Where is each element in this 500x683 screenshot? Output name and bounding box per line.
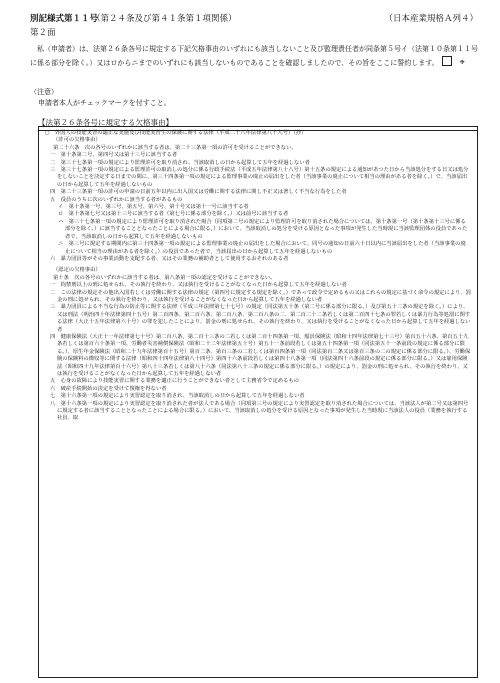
art26-subitem: ニ 第三号に規定する期間内に第三十四条第一項の規定による監理事業の廃止の届出をした場合において、同号の通知の日前六十日以内に当該届出をした者（当該事業の廃止について相当の理由がある者を除く。）の役員であった者で、当該届出の日から起算して五年を経過しないもの bbox=[58, 241, 466, 255]
art10-heading: （認定の欠格事由） bbox=[53, 267, 101, 274]
art26-subitem: ロ 第十条第七号又は第十三号に該当する者（第七号に係る部分を除く。）又は前号に該当する者 bbox=[58, 211, 289, 218]
art10-item: 五 心身の故障により技能実習に関する業務を適正に行うことができない者として主務省令で定めるもの bbox=[50, 378, 299, 385]
form-reference: （第２４条及び第４１条第１項関係） bbox=[92, 14, 237, 24]
checkbox[interactable] bbox=[442, 56, 452, 66]
art10-main: 第十条 次の各号のいずれかに該当する者は、第八条第一項の認定を受けることができない。 bbox=[53, 274, 276, 281]
declaration bbox=[30, 44, 478, 69]
page-number: 第２面 bbox=[30, 28, 56, 38]
art10-item: 三 暴力団員による不当な行為の防止等に関する法律（平成三年法律第七十七号）の規定（同法第五十条（第二号に係る部分に限る。）及び第五十二条の規定を除く。）により、又は刑法（明治四十年法律第四十五号）第二百四条、第二百六条、第二百八条、第二百八条の二、第二百二十二条若しくは第二百四十七条の罪若しくは暴力行為等処罰に関する法律（大正十五年法律第六十号）の罪を犯したことにより、罰金の刑に処せられ、その執行を終わり、又は執行を受けることがなくなった日から起算して五年を経過しない者 bbox=[50, 304, 471, 333]
art26-main: 第二十六条 次の各号のいずれかに該当する者は、第二十三条第一項の許可を受けることができない。 bbox=[53, 144, 297, 151]
art10-item: 七 第十六条第一項の規定により実習認定を取り消され、当該取消しの日から起算して五年を経過しない者 bbox=[50, 393, 305, 400]
art10-item: 四 健康保険法（大正十一年法律第七十号）第二百八条、第二百十三条の二若しくは第二百十四条第一項、船員保険法（昭和十四年法律第七十三号）第百五十六条、第百五十九条若しくは第百六十条第一項、労働者災害補償保険法（昭和二十二年法律第五十号）第五十一条前段若しくは第五十四条第一項（同法第五十一条前段の規定に係る部分に限る。）、厚生年金保険法（昭和二十九年法律第百十五号）第百二条、第百三条の二若しくは第百四条第一項（同法第百二条又は第百三条の二の規定に係る部分に限る。）、労働保険の保険料の徴収等に関する法律（昭和四十四年法律第八十四号）第四十六条前段若しくは第四十八条第一項（同法第四十六条前段の規定に係る部分に限る。）又は雇用保険法（昭和四十九年法律第百十六号）第八十三条若しくは第八十六条（同法第八十三条の規定に係る部分に限る。）の規定により、罰金の刑に処せられ、その執行を終わり、又は執行を受けることがなくなった日から起算して五年を経過しない者 bbox=[50, 333, 471, 377]
disqualification-box bbox=[38, 126, 478, 678]
art26-item: 四 第二十三条第一項の許可の申請の日前五年以内に出入国又は労働に関する法律に関し不正又は著しく不当な行為をした者 bbox=[50, 189, 347, 196]
art10-item: 八 第十六条第一項の規定により実習認定を取り消された者が法人である場合（同項第三号の規定により実習認定を取り消された場合については、当該法人が第二号又は第四号に規定する者に該当することとなったことによる場合に限る。）において、当該取消しの処分を受ける原因となった事項が発生した当時現に当該法人の役員（業務を執行する社員、取 bbox=[50, 400, 469, 422]
art26-item: 五 役員のうちに次のいずれかに該当する者があるもの bbox=[50, 196, 183, 203]
move-cursor-icon: ⌖ bbox=[459, 57, 465, 68]
note-body: 申請者本人がチェックマークを付すこと。 bbox=[38, 99, 171, 107]
paper-standard: （日本産業規格Ａ列４） bbox=[384, 14, 478, 24]
form-number: 別記様式第１１号 bbox=[30, 14, 99, 24]
art10-item: 六 破産手続開始の決定を受けて復権を得ない者 bbox=[50, 385, 167, 392]
art26-item: 三 第三十七条第一項の規定による監理許可の取消しの処分に係る行政手続法（平成五年法律第八十八号）第十五条の規定による通知があつた日から当該処分をする日又は処分をしないことを決定する日までの間に、第三十四条第一項の規定による監理事業の廃止の届出をした者（当該事業の廃止について相当の理由がある者を除く。）で、当該届出の日から起算して五年を経過しないもの bbox=[50, 167, 469, 188]
art26-item: 六 暴力団員等がその事業活動を支配する者、又はその業務の補助者として使用するおそれのある者 bbox=[50, 255, 289, 262]
art26-item: 二 第三十七条第一項の規定により監理許可を取り消され、当該取消しの日から起算して五年を経過しない者 bbox=[50, 159, 310, 166]
art10-item: 二 この法律の規定その他出入国若しくは労働に関する法律の規定（第四号に規定する規定を除く。）であって政令で定めるもの又はこれらの規定に基づく命令の規定により、罰金の刑に処せられ、その執行を終わり、又は執行を受けることがなくなった日から起算して五年を経過しない者 bbox=[50, 289, 471, 303]
art26-subitem: ハ 第三十七条第一項の規定により監理許可を取り消された場合（同項第二号の規定により監理許可を取り消された場合については、第十条第一号（第十条第十三号に係る部分を除く。）に該当することとなったことによる場合に限る。）において、当該取消しの処分を受ける原因となった事項が発生した当時現に当該監理団体の役員であった者で、当該取消しの日から起算して五年を経過しないもの bbox=[58, 218, 468, 240]
note bbox=[30, 87, 171, 109]
note-title: （注意） bbox=[30, 88, 58, 96]
law-title: ○ 外国人の技能実習の適正な実施及び技能実習生の保護に関する法律（平成二十八年法律第八十九号）（抄） bbox=[45, 130, 307, 136]
art26-item: 一 第十条第二号、第四号又は第十三号に該当する者 bbox=[50, 152, 178, 159]
art10-item: 一 拘禁刑以上の刑に処せられ、その執行を終わり、又は執行を受けることがなくなった日から起算して五年を経過しない者 bbox=[50, 282, 347, 289]
art26-heading: （許可の欠格事由） bbox=[53, 137, 101, 144]
declaration-text: 私（申請者）は、法第２６条各号に規定する下記欠格事由のいずれにも該当しないこと及び監理責任者が同条第５号イ（法第１０条第１１号に係る部分を除く。）又はロからニまでのいずれにも該当しないものであることを確認しましたので、その旨をここに誓約します。 bbox=[30, 45, 478, 67]
section-title: 【法第２６条各号に規定する欠格事由】 bbox=[38, 117, 478, 131]
art26-subitem: イ 第十条第一号、第三号、第五号、第六号、第十号又は第十一号に該当する者 bbox=[58, 204, 249, 211]
form-header bbox=[30, 12, 478, 26]
